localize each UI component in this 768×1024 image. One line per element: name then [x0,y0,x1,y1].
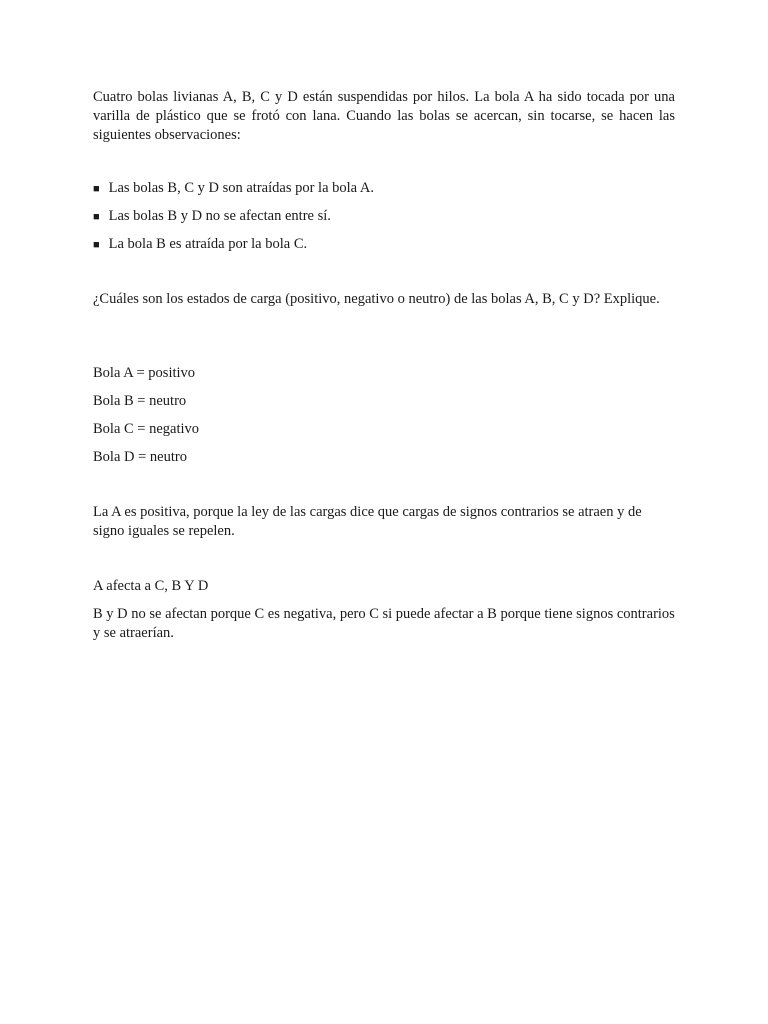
answer-ball-a: Bola A = positivo [93,365,196,381]
question-paragraph: ¿Cuáles son los estados de carga (positivo, negativo o neutro) de las bolas A, B, C y D? Explique. [93,291,660,307]
observation-text: Las bolas B, C y D son atraídas por la bola A. [108,180,375,196]
explanation-paragraph: La A es positiva, porque la ley de las cargas dice que cargas de signos contrarios se atraen y de signo iguales se repelen. [93,504,642,539]
answer-ball-d: Bola D = neutro [93,449,187,465]
observation-item [93,179,675,199]
bullet-square-icon: ■ [93,183,100,195]
observation-item [93,207,675,227]
bullet-square-icon: ■ [93,211,100,223]
bullet-square-icon: ■ [93,239,100,251]
conclusion-paragraph: B y D no se afectan porque C es negativa, pero C si puede afectar a B porque tiene signos contrarios y se atraerían. [93,606,675,641]
note-paragraph: A afecta a C, B Y D [93,578,209,594]
answer-ball-b: Bola B = neutro [93,393,187,409]
observation-item [93,235,675,255]
observation-text: La bola B es atraída por la bola C. [108,236,308,252]
intro-paragraph: Cuatro bolas livianas A, B, C y D están suspendidas por hilos. La bola A ha sido tocada por una varilla de plástico que se frotó con lana. Cuando las bolas se acercan, sin tocarse, se hacen las siguientes observaciones: [93,89,675,143]
answer-ball-c: Bola C = negativo [93,421,200,437]
observation-text: Las bolas B y D no se afectan entre sí. [108,208,331,224]
